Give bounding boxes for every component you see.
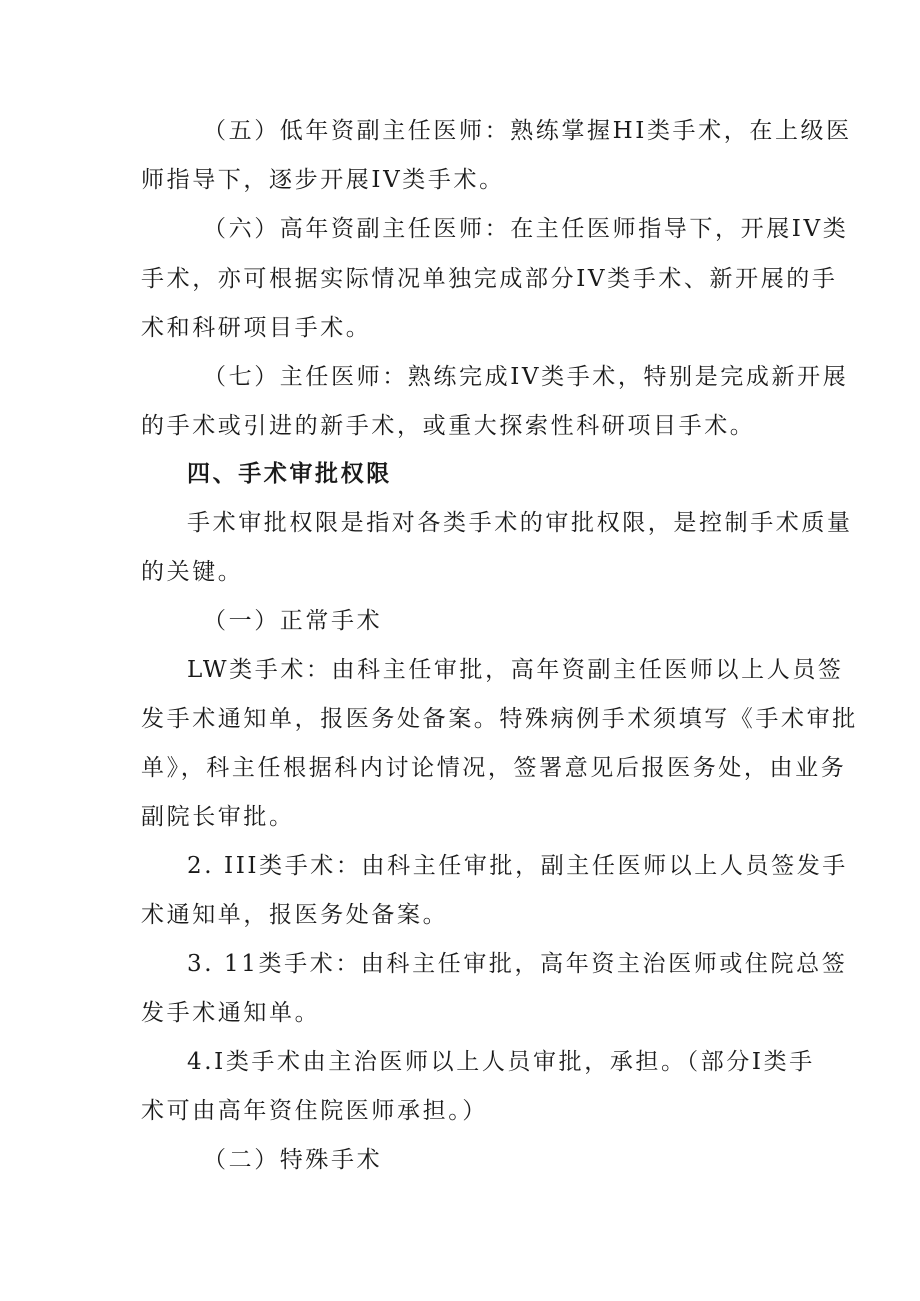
paragraph-line: 术可由高年资住院医师承担。） [141,1098,488,1124]
subsection-heading: （二）特殊手术 [203,1147,383,1173]
section-heading: 四、手术审批权限 [187,460,392,487]
paragraph-line: 4.I类手术由主治医师以上人员审批，承担。（部分I类手 [187,1049,815,1075]
paragraph-line: 单》，科主任根据科内讨论情况，签署意见后报医务处，由业务 [141,755,847,781]
paragraph-line: 3. 11类手术：由科主任审批，高年资主治医师或住院总签 [187,951,848,977]
paragraph-line: 副院长审批。 [141,804,295,830]
paragraph-line: （六）高年资副主任医师：在主任医师指导下，开展IV类 [203,216,849,242]
paragraph-line: （五）低年资副主任医师：熟练掌握HI类手术，在上级医 [203,118,852,144]
paragraph-line: （七）主任医师：熟练完成IV类手术，特别是完成新开展 [203,364,849,390]
subsection-heading: （一）正常手术 [203,608,383,634]
paragraph-line: 发手术通知单，报医务处备案。特殊病例手术须填写《手术审批 [141,706,858,732]
paragraph-line: 手术，亦可根据实际情况单独完成部分IV类手术、新开展的手 [141,266,838,292]
paragraph-line: 2. III类手术：由科主任审批，副主任医师以上人员签发手 [187,853,848,879]
paragraph-line: 术通知单，报医务处备案。 [141,902,449,928]
paragraph-line: 手术审批权限是指对各类手术的审批权限，是控制手术质量 [187,510,853,536]
paragraph-line: 的关键。 [141,559,244,585]
paragraph-line: 师指导下，逐步开展IV类手术。 [141,167,505,193]
paragraph-line: 术和科研项目手术。 [141,315,372,341]
paragraph-line: LW类手术：由科主任审批，高年资副主任医师以上人员签 [187,657,844,683]
paragraph-line: 的手术或引进的新手术，或重大探索性科研项目手术。 [141,413,756,439]
paragraph-line: 发手术通知单。 [141,1000,321,1026]
